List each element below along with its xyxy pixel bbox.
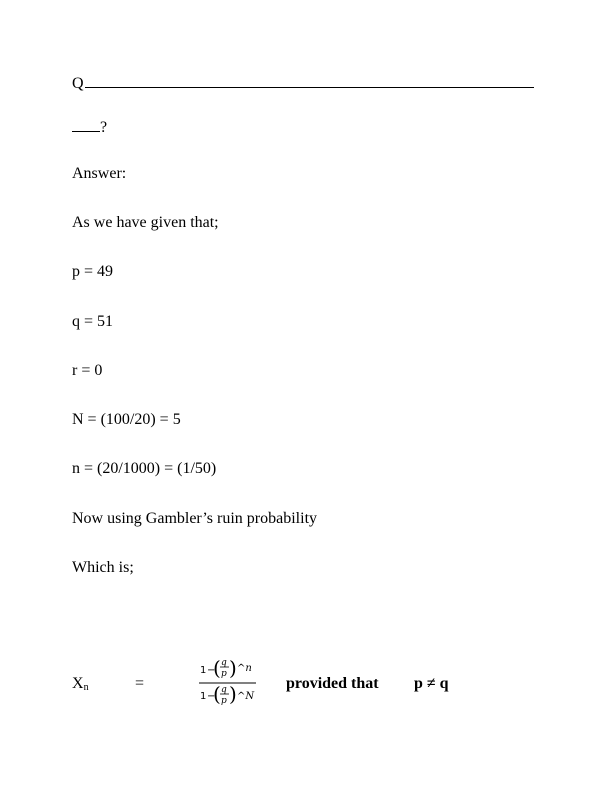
den-one: 1: [200, 691, 207, 702]
answer-label: Answer:: [72, 165, 127, 182]
formula-lhs-sub: n: [83, 682, 89, 693]
den-q: q: [221, 685, 227, 695]
condition-text: p ≠ q: [414, 675, 449, 692]
question-line: [72, 73, 534, 93]
den-close-paren: ): [229, 682, 237, 706]
num-minus: −: [207, 665, 216, 676]
num-close-paren: ): [229, 656, 237, 680]
which-is: Which is;: [72, 559, 134, 576]
den-open-paren: (: [213, 682, 221, 706]
value-N: N = (100/20) = 5: [72, 411, 181, 428]
question-blank-rule-short: [72, 117, 100, 132]
value-n: n = (20/1000) = (1/50): [72, 460, 217, 477]
den-p: p: [221, 696, 227, 706]
den-minus: −: [207, 691, 216, 702]
gambler-intro: Now using Gambler’s ruin probability: [72, 510, 318, 527]
value-q: q = 51: [72, 313, 114, 330]
question-mark: ?: [100, 119, 108, 136]
num-exponent: ^n: [237, 663, 252, 674]
num-p: p: [221, 669, 227, 679]
provided-that-text: provided that: [286, 675, 379, 692]
formula-lhs-base: X: [72, 675, 84, 692]
value-r: r = 0: [72, 362, 103, 379]
value-p: p = 49: [72, 263, 114, 280]
formula-equals: =: [135, 675, 145, 692]
den-exponent: ^N: [237, 691, 255, 702]
question-prefix: Q: [72, 75, 84, 92]
num-open-paren: (: [213, 656, 221, 680]
ruin-probability-fraction: [196, 652, 260, 714]
question-blank-rule: [85, 73, 534, 88]
given-intro: As we have given that;: [72, 214, 219, 231]
formula-lhs: [72, 675, 89, 697]
num-q: q: [221, 658, 227, 668]
num-one: 1: [200, 665, 207, 676]
question-continuation: [72, 117, 107, 137]
